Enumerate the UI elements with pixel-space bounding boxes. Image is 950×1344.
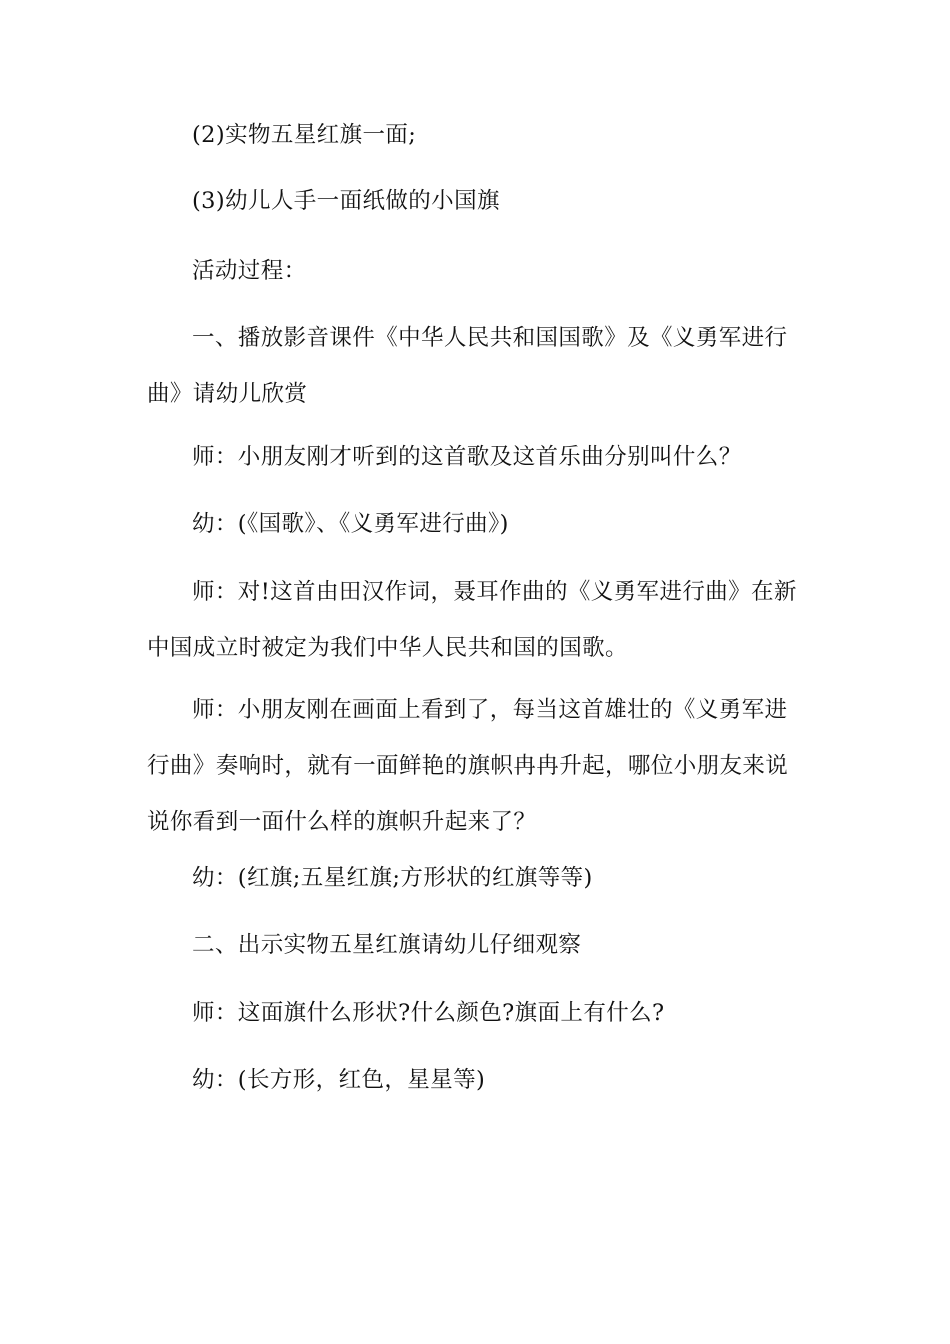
paragraph-teacher-question-2: 师：小朋友刚在画面上看到了，每当这首雄壮的《义勇军进行曲》奏响时，就有一面鲜艳的旗帜冉冉升起，哪位小朋友来说说你看到一面什么样的旗帜升起来了？ — [147, 697, 789, 835]
paragraph-activity-process-heading: 活动过程： — [192, 258, 307, 284]
paragraph-child-answer-1: 幼：(《国歌》、《义勇军进行曲》) — [192, 511, 509, 537]
paragraph-teacher-explanation: 师：对!这首由田汉作词，聂耳作曲的《义勇军进行曲》在新中国成立时被定为我们中华人民共和国的国歌。 — [147, 579, 797, 661]
paragraph-teacher-question-3: 师：这面旗什么形状?什么颜色?旗面上有什么? — [192, 1000, 665, 1026]
paragraph-materials-paper-flags: (3)幼儿人手一面纸做的小国旗 — [192, 188, 500, 214]
paragraph-child-answer-2: 幼：(红旗;五星红旗;方形状的红旗等等) — [192, 865, 593, 891]
paragraph-teacher-question-1: 师：小朋友刚才听到的这首歌及这首乐曲分别叫什么？ — [192, 444, 742, 470]
paragraph-step-two: 二、出示实物五星红旗请幼儿仔细观察 — [192, 932, 582, 958]
paragraph-child-answer-3: 幼：(长方形，红色，星星等) — [192, 1067, 486, 1093]
paragraph-materials-flag: (2)实物五星红旗一面; — [192, 122, 417, 148]
paragraph-step-one: 一、播放影音课件《中华人民共和国国歌》及《义勇军进行曲》请幼儿欣赏 — [147, 325, 788, 407]
